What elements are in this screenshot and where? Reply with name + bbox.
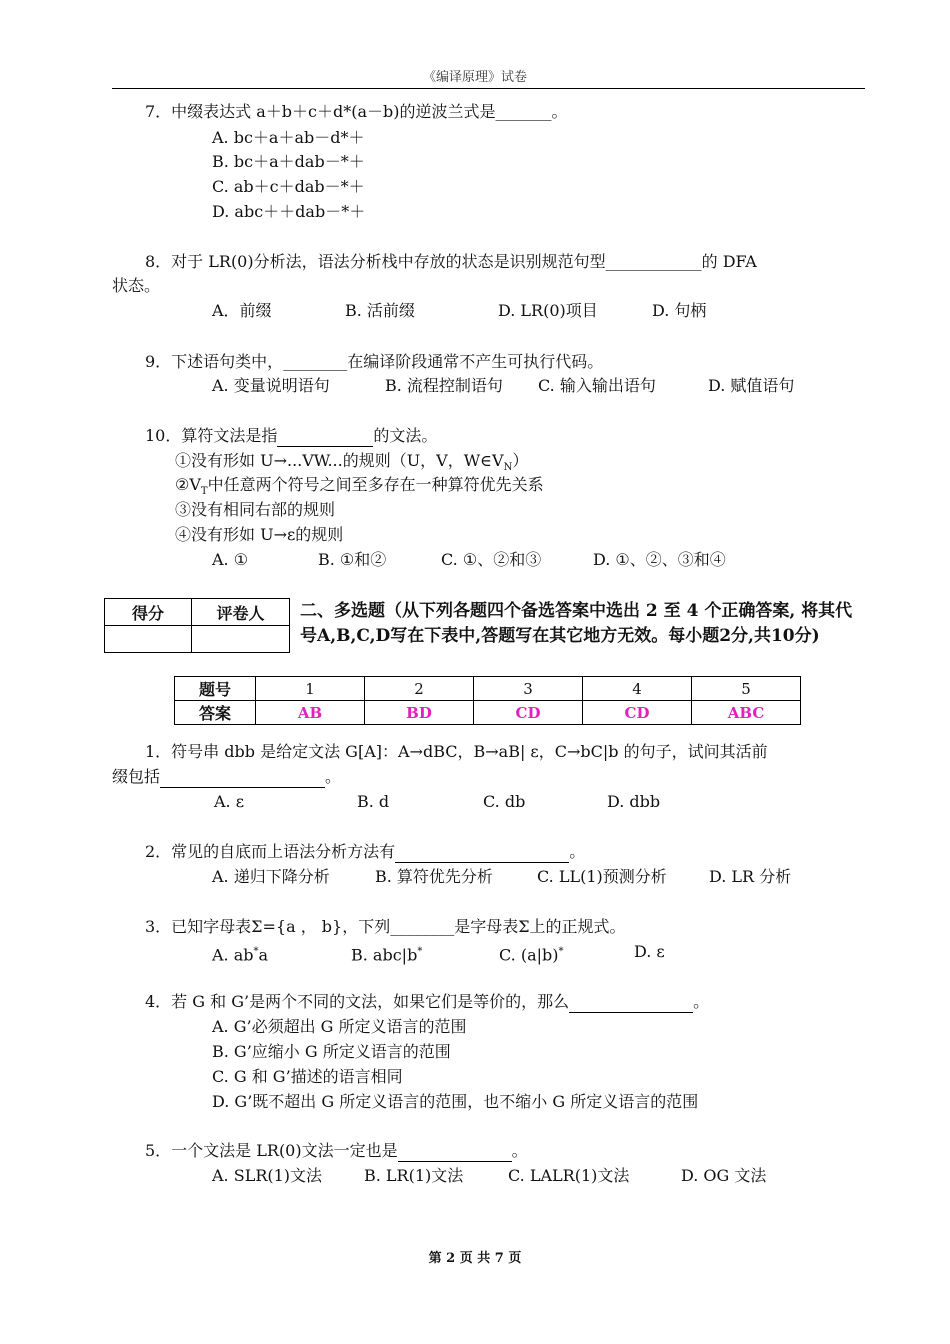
q9-stem xyxy=(145,351,603,373)
m2-option-b: B. 算符优先分析 xyxy=(375,867,493,886)
m3-option-c-sup: * xyxy=(558,946,564,957)
q9-option-c: C. 输入输出语句 xyxy=(538,376,656,395)
question-number: 2 xyxy=(365,677,474,701)
answer-cell[interactable]: ABC xyxy=(692,701,801,725)
m1-option-c: C. db xyxy=(483,792,526,811)
m4-option-c: C. G 和 G’描述的语言相同 xyxy=(212,1067,403,1086)
q10-item-2-sub: T xyxy=(200,486,208,498)
reviewer-label: 评卷人 xyxy=(192,599,290,626)
q9-option-a: A. 变量说明语句 xyxy=(212,376,330,395)
q10-stem xyxy=(145,425,437,447)
q10-option-b: B. ①和② xyxy=(318,550,387,569)
m1-option-b: B. d xyxy=(357,792,390,811)
m5-stem-text: 5．一个文法是 LR(0)文法一定也是 xyxy=(145,1141,398,1160)
q8-option-a: A．前缀 xyxy=(212,301,272,320)
m5-stem xyxy=(145,1140,528,1162)
m3-blank: ________ xyxy=(390,917,455,936)
q9-option-d: D. 赋值语句 xyxy=(708,376,795,395)
q10-stem-end: 的文法。 xyxy=(373,426,438,445)
q10-option-a: A. ① xyxy=(212,550,249,569)
page-header: 《编译原理》试卷 xyxy=(422,70,527,85)
q10-item-4: ④没有形如 U→ε的规则 xyxy=(175,525,344,544)
q7-stem-text: 7．中缀表达式 a＋b＋c＋d*(a－b)的逆波兰式是 xyxy=(145,102,496,121)
q9-stem-end: 在编译阶段通常不产生可执行代码。 xyxy=(347,352,604,371)
m1-stem-end: 。 xyxy=(325,767,342,786)
m3-stem xyxy=(145,916,626,938)
answer-table-number-row xyxy=(175,677,801,701)
m3-option-b-text: B. abc|b xyxy=(351,945,418,965)
reviewer-cell[interactable] xyxy=(192,626,290,653)
m1-option-d: D. dbb xyxy=(607,792,661,811)
m2-blank xyxy=(395,844,569,863)
m2-stem xyxy=(145,841,585,863)
m4-stem-end: 。 xyxy=(693,992,710,1011)
answer-table xyxy=(174,676,801,725)
m3-option-a: A. ab*a xyxy=(212,945,269,965)
m5-blank xyxy=(398,1143,512,1162)
q8-blank: ____________ xyxy=(605,252,702,271)
section-2-title: 二、多选题（从下列各题四个备选答案中选出 2 至 4 个正确答案, 将其代号A,B,C,D写在下表中,答题写在其它地方无效。每小题2分,共10分) xyxy=(300,601,853,646)
q7-option-b: B. bc＋a＋dab－*＋ xyxy=(212,152,365,171)
q7-option-c: C. ab＋c＋dab－*＋ xyxy=(212,177,365,196)
m3-option-d: D. ε xyxy=(634,942,665,961)
q7-option-a: A. bc＋a＋ab－d*＋ xyxy=(212,128,365,147)
m2-option-a: A. 递归下降分析 xyxy=(212,867,330,886)
answer-label: 答案 xyxy=(175,701,256,725)
m4-option-b: B. G’应缩小 G 所定义语言的范围 xyxy=(212,1042,451,1061)
q9-blank: ________ xyxy=(283,352,348,371)
m5-option-b: B. LR(1)文法 xyxy=(364,1166,464,1185)
m2-stem-end: 。 xyxy=(569,842,586,861)
header-rule xyxy=(112,88,865,89)
q9-stem-text: 9．下述语句类中， xyxy=(145,352,284,371)
q7-blank: _______ xyxy=(495,102,552,121)
q7-option-d: D. abc＋＋dab－*＋ xyxy=(212,202,366,221)
m2-option-c: C. LL(1)预测分析 xyxy=(537,867,667,886)
question-number: 5 xyxy=(692,677,801,701)
q8-stem xyxy=(145,251,757,273)
q10-item-2-text: ②V xyxy=(175,475,201,494)
m1-option-a: A. ε xyxy=(214,792,245,811)
m3-option-b xyxy=(351,941,422,966)
q10-item-2-rest: 中任意两个符号之间至多存在一种算符优先关系 xyxy=(207,475,544,494)
q9-option-b: B. 流程控制语句 xyxy=(385,376,503,395)
m3-option-b-sup: * xyxy=(417,946,423,957)
answer-cell[interactable]: CD xyxy=(474,701,583,725)
question-number: 1 xyxy=(256,677,365,701)
m3-option-c-text: C. (a|b) xyxy=(499,945,559,965)
q8-stem-text: 8．对于 LR(0)分析法，语法分析栈中存放的状态是识别规范句型 xyxy=(145,252,606,271)
m4-option-d: D. G’既不超出 G 所定义语言的范围，也不缩小 G 所定义语言的范围 xyxy=(212,1092,699,1111)
q10-item-3: ③没有相同右部的规则 xyxy=(175,500,336,519)
answer-cell[interactable]: BD xyxy=(365,701,474,725)
score-label: 得分 xyxy=(105,599,192,626)
m1-stem-cont xyxy=(112,766,341,788)
m3-stem-text: 3．已知字母表Σ={a ， b}，下列 xyxy=(145,917,391,936)
m4-stem-text: 4．若 G 和 G’是两个不同的文法，如果它们是等价的，那么 xyxy=(145,992,570,1011)
m2-option-d: D. LR 分析 xyxy=(709,867,792,886)
page-footer: 第 2 页 共 7 页 xyxy=(428,1251,522,1266)
q7-stem xyxy=(145,101,568,123)
m3-stem-end: 是字母表Σ上的正规式。 xyxy=(454,917,626,936)
m4-option-a: A. G’必须超出 G 所定义语言的范围 xyxy=(212,1017,467,1036)
q10-stem-text: 10．算符文法是指 xyxy=(145,426,278,445)
grader-table xyxy=(104,598,290,653)
m1-blank xyxy=(160,769,325,788)
m4-stem xyxy=(145,991,709,1013)
question-number: 4 xyxy=(583,677,692,701)
m2-stem-text: 2．常见的自底而上语法分析方法有 xyxy=(145,842,396,861)
q8-stem-cont: 状态。 xyxy=(112,276,161,295)
q10-blank xyxy=(277,428,373,447)
q8-option-d: D. 句柄 xyxy=(652,301,707,320)
score-cell[interactable] xyxy=(105,626,192,653)
m3-option-a-sup: * xyxy=(253,946,259,957)
m5-stem-end: 。 xyxy=(511,1141,528,1160)
q10-option-d: D. ①、②、③和④ xyxy=(593,550,726,569)
q8-option-b: B. 活前缀 xyxy=(345,301,415,320)
m5-option-d: D. OG 文法 xyxy=(681,1166,767,1185)
q8-stem-end: 的 DFA xyxy=(701,252,757,271)
m4-blank xyxy=(569,994,693,1013)
answer-cell[interactable]: CD xyxy=(583,701,692,725)
answer-table-answer-row xyxy=(175,701,801,725)
m1-stem: 1．符号串 dbb 是给定文法 G[A]：A→dBC，B→aB| ε，C→bC|b 的句子，试问其活前 xyxy=(145,742,768,761)
question-number-label: 题号 xyxy=(175,677,256,701)
m1-stem-cont-text: 缀包括 xyxy=(112,767,161,786)
q10-option-c: C. ①、②和③ xyxy=(441,550,542,569)
m3-option-c xyxy=(499,941,564,966)
question-number: 3 xyxy=(474,677,583,701)
q10-item-1-end: ） xyxy=(512,451,529,470)
q10-item-1-sub: N xyxy=(503,462,513,474)
answer-cell[interactable]: AB xyxy=(256,701,365,725)
m5-option-a: A. SLR(1)文法 xyxy=(212,1166,323,1185)
q10-item-1-text: ①没有形如 U→...VW...的规则（U，V，W∈V xyxy=(175,451,504,470)
m3-option-a-text: A. ab xyxy=(212,945,254,965)
m5-option-c: C. LALR(1)文法 xyxy=(508,1166,630,1185)
q8-option-c: D. LR(0)项目 xyxy=(498,301,598,320)
q7-stem-end: 。 xyxy=(551,102,568,121)
